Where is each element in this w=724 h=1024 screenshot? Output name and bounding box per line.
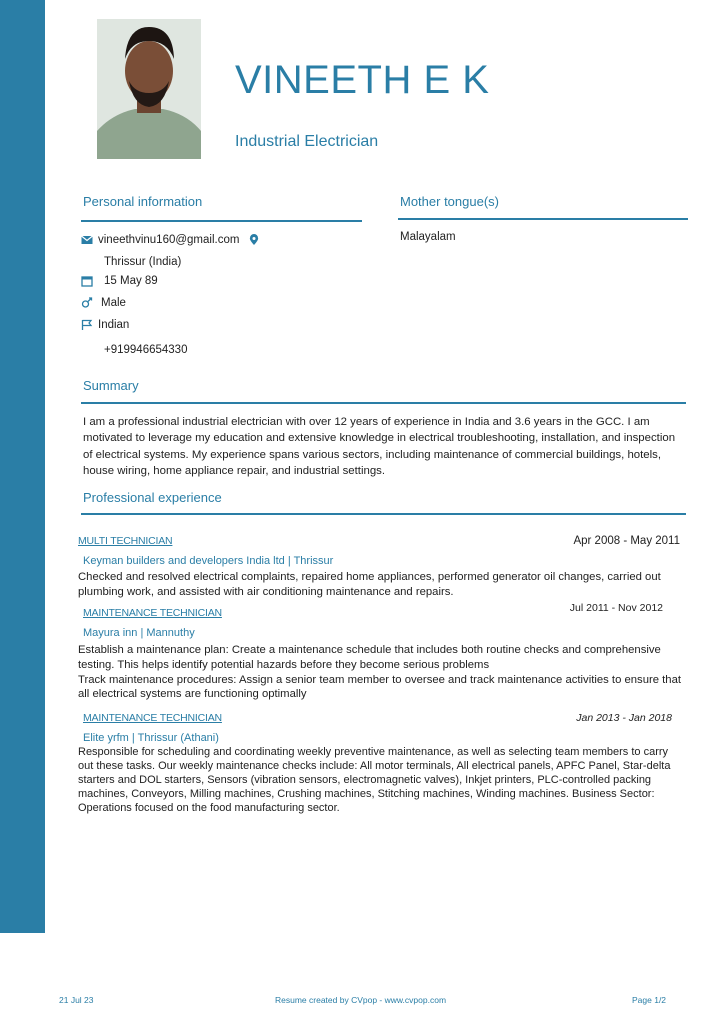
job-title[interactable]: MAINTENANCE TECHNICIAN bbox=[83, 607, 222, 619]
summary-line: motivated to leverage my education and extensive knowledge in electrical troubleshooting, installation, and inspection bbox=[83, 432, 676, 445]
job-description bbox=[78, 643, 698, 702]
personal-info-heading: Personal information bbox=[83, 194, 203, 209]
mother-tongue-heading: Mother tongue(s) bbox=[400, 194, 499, 209]
job-description-line: plumbing work, and assisted with air conditioning maintenance and repairs. bbox=[78, 585, 454, 598]
personal-info-rule bbox=[81, 220, 362, 222]
summary-rule bbox=[81, 402, 686, 404]
email-text[interactable]: vineethvinu160@gmail.com bbox=[98, 234, 240, 246]
dob-row bbox=[81, 275, 158, 287]
footer-date: 21 Jul 23 bbox=[59, 995, 94, 1005]
footer-credit-text: Resume created by CVpop - bbox=[275, 995, 385, 1005]
job-title[interactable]: MAINTENANCE TECHNICIAN bbox=[83, 712, 222, 724]
footer-page-number: Page 1/2 bbox=[632, 995, 667, 1005]
location-row bbox=[104, 256, 181, 268]
job-employer: Mayura inn | Mannuthy bbox=[83, 627, 195, 639]
job-description-line: starters and DOL starters, Sensors (vibration sensors, electromagnetic valves), Inkjet printers, PLC-controlled packing bbox=[78, 774, 652, 786]
job-dates: Jan 2013 - Jan 2018 bbox=[576, 712, 672, 724]
candidate-name: VINEETH E K bbox=[235, 58, 490, 102]
nationality-row bbox=[81, 319, 129, 331]
summary-heading: Summary bbox=[83, 378, 139, 393]
job-description-line: out these tasks. Our weekly maintenance checks include: All motor terminals, All electrical panels, APFC Panel, Star-delta bbox=[78, 760, 671, 772]
dob-text: 15 May 89 bbox=[104, 275, 158, 287]
nationality-text: Indian bbox=[98, 319, 130, 331]
job-description-line: Track maintenance procedures: Assign a senior team member to oversee and track maintenance activities to ensure that bbox=[78, 673, 682, 686]
job-employer: Elite yrfm | Thrissur (Athani) bbox=[83, 732, 219, 744]
job-description-line: machines, Conveyors, Milling machines, Crushing machines, Stitching machines, Winding machines. Business Sector: bbox=[78, 788, 655, 800]
calendar-icon bbox=[81, 275, 93, 287]
left-accent-bar bbox=[0, 0, 45, 933]
job-role-title: Industrial Electrician bbox=[235, 133, 379, 150]
job-description-line: all electrical systems are functioning optimally bbox=[78, 688, 307, 701]
job-title[interactable]: MULTI TECHNICIAN bbox=[78, 535, 173, 547]
phone-row bbox=[104, 344, 187, 356]
gender-icon bbox=[81, 297, 93, 309]
job-dates: Jul 2011 - Nov 2012 bbox=[569, 602, 663, 614]
envelope-icon bbox=[81, 234, 93, 246]
phone-text[interactable]: +919946654330 bbox=[104, 344, 188, 356]
job-description bbox=[78, 745, 703, 815]
job-description-line: Checked and resolved electrical complaints, repaired home appliances, performed generator oil changes, carried out bbox=[78, 571, 661, 583]
email-row bbox=[81, 234, 260, 246]
experience-rule bbox=[81, 513, 686, 515]
profile-photo bbox=[97, 19, 201, 159]
footer-link[interactable]: www.cvpop.com bbox=[384, 995, 447, 1005]
job-description-line: Establish a maintenance plan: Create a maintenance schedule that includes both routine checks and comprehensive bbox=[78, 644, 661, 656]
job-description-line: testing. This helps identify potential hazards before they become serious problems bbox=[78, 658, 490, 671]
mother-tongue-value: Malayalam bbox=[400, 231, 456, 243]
job-employer: Keyman builders and developers India ltd | Thrissur bbox=[83, 555, 334, 567]
location-text: Thrissur (India) bbox=[104, 256, 182, 268]
location-pin-icon bbox=[248, 234, 260, 246]
gender-text: Male bbox=[101, 297, 126, 309]
footer-credit bbox=[275, 995, 446, 1005]
experience-heading: Professional experience bbox=[83, 490, 222, 505]
job-description bbox=[78, 570, 698, 600]
summary-line: I am a professional industrial electrician with over 12 years of experience in India and 3.6 years in the GCC. I am bbox=[83, 416, 650, 428]
flag-icon bbox=[81, 319, 93, 331]
job-dates: Apr 2008 - May 2011 bbox=[573, 535, 680, 547]
gender-row bbox=[81, 297, 126, 309]
job-description-line: Responsible for scheduling and coordinating weekly preventive maintenance, as well as selecting team members to carry bbox=[78, 746, 669, 758]
mother-tongue-rule bbox=[398, 218, 688, 220]
summary-line: of electrical systems. My experience spans various sectors, including maintenance of commercial buildings, hotels, bbox=[83, 448, 662, 461]
job-description-line: Operations focused on the food manufacturing sector. bbox=[78, 802, 340, 814]
summary-line: house wiring, home appliance repair, and industrial settings. bbox=[83, 465, 386, 478]
summary-paragraph bbox=[83, 414, 693, 480]
